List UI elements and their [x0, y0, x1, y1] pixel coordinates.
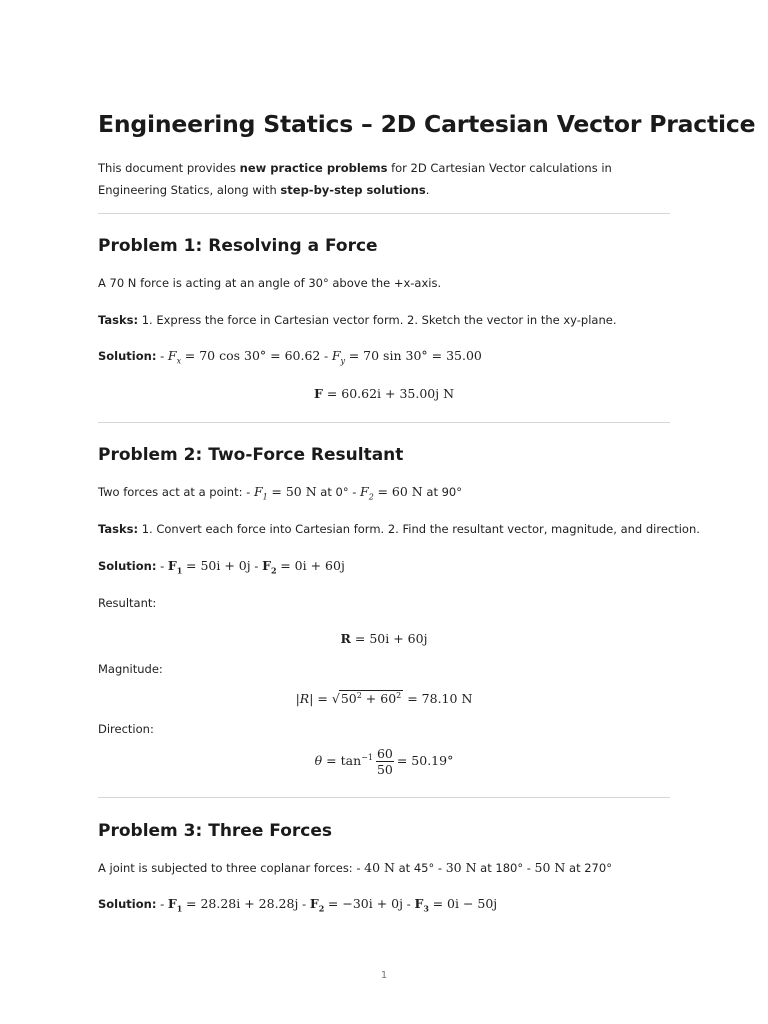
math-f2: $F_2$ [360, 484, 374, 502]
solution-label: Solution: [98, 897, 157, 911]
statement-text: at 45° - [394, 861, 446, 875]
math-vector-f1: $F_1$ [167, 558, 183, 576]
math-expression: = 70 cos 30° = 60.62 [184, 348, 321, 363]
problem-3-heading: Problem 3: Three Forces [98, 821, 332, 841]
math-expression: 40 N [364, 860, 395, 875]
tasks-text: 1. Convert each force into Cartesian form. 2. Find the resultant vector, magnitude, and direction. [138, 522, 700, 536]
math-sqrt: $50^2 + 60^2$ [340, 691, 402, 707]
math-vector-f2: $F_2$ [309, 896, 325, 914]
problem-2-heading: Problem 2: Two-Force Resultant [98, 445, 404, 465]
math-vector-f2: $F_2$ [262, 558, 277, 576]
statement-text: A joint is subjected to three coplanar forces: - [98, 861, 365, 875]
intro-bold-text: new practice problems [239, 161, 388, 175]
resultant-label: Resultant: [98, 596, 157, 610]
problem-3-statement [98, 857, 612, 879]
section-divider [98, 797, 670, 798]
tasks-label: Tasks: [98, 313, 139, 327]
magnitude-label: Magnitude: [98, 662, 163, 676]
math-theta: θ [314, 753, 323, 768]
problem-2-solution: Solution: - $F_1 = 50i + 0j - F_2 = 0i + 60j$ [98, 558, 345, 576]
page-title: Engineering Statics – 2D Cartesian Vector Practice [98, 110, 756, 138]
math-expression: = 50i + 0j [186, 558, 251, 573]
math-expression: = 70 sin 30° = 35.00 [348, 348, 482, 363]
solution-label: Solution: [98, 559, 157, 573]
problem-1-solution: Solution: - $F_x = 70$ $\cos 30^\circ = 60.62 - F_y = 70$ sin 30° = 35.00 [98, 348, 482, 366]
math-expression: = 78.10 N [407, 691, 473, 707]
statement-text: Two forces act at a point: - [98, 485, 254, 499]
math-expression: = 60.62i + 35.00j N [326, 386, 455, 401]
math-fy: $F_y$ [331, 348, 346, 366]
intro-text: . [425, 183, 430, 197]
resultant-equation [98, 631, 670, 646]
tasks-label: Tasks: [98, 522, 139, 536]
intro-paragraph [98, 157, 678, 201]
magnitude-equation: $|R| = √50^2 + 60^2 = 78.10$ N [295, 691, 473, 707]
intro-bold-text: step-by-step solutions [280, 183, 426, 197]
problem-1-statement: A 70 N force is acting at an angle of 30° above the +x-axis. [98, 276, 442, 290]
page-number: 1 [380, 970, 388, 981]
section-divider [98, 422, 670, 423]
problem-3-solution: Solution: - $F_1 = 28.28i + 28.28j - F_2 = -30i + 0j - F_3 = 0i - 50j$ [98, 896, 498, 914]
problem-1-result-equation [98, 386, 670, 401]
math-expression: = −30i + 0j [327, 896, 403, 911]
math-expression: = 28.28i + 28.28j [186, 896, 299, 911]
math-expression: = 0i + 60j [280, 558, 345, 573]
math-vector-f1: $F_1$ [167, 896, 183, 914]
math-expression: = 50.19° [396, 753, 454, 768]
math-expression: = 0i − 50j [432, 896, 498, 911]
math-fx: $F_x$ [167, 348, 182, 366]
intro-text: This document provides [98, 161, 240, 175]
math-vector-f: F [313, 386, 323, 401]
math-expression: = 50i + 60j [354, 631, 428, 646]
math-expression: = 60 N [377, 484, 423, 499]
math-fraction: $\frac{60}{50}$ [376, 746, 393, 777]
math-expression: = 50 N [271, 484, 317, 499]
direction-equation: $\theta = \tan^{-1}$ $\frac{60}{50}$ = 50.19° [314, 746, 454, 777]
math-vector-r: R [340, 631, 351, 646]
math-vector-f3: $F_3$ [414, 896, 429, 914]
statement-text: at 270° [565, 861, 612, 875]
problem-1-tasks [98, 309, 617, 331]
intro-text: for 2D Cartesian Vector calculations in Engineering Statics, along with [98, 161, 612, 197]
math-f1: $F_1$ [253, 484, 268, 502]
problem-2-statement [98, 481, 462, 509]
problem-1-heading: Problem 1: Resolving a Force [98, 236, 378, 256]
statement-text: at 0° - [316, 485, 361, 499]
section-divider [98, 213, 670, 214]
problem-2-tasks [98, 518, 700, 540]
statement-text: at 180° - [476, 861, 535, 875]
math-expression: 50 N [534, 860, 566, 875]
direction-label: Direction: [98, 722, 154, 736]
math-abs-r: |R| [295, 691, 314, 707]
solution-label: Solution: [98, 349, 157, 363]
math-expression: 30 N [445, 860, 477, 875]
tasks-text: 1. Express the force in Cartesian vector form. 2. Sketch the vector in the xy-plane. [138, 313, 617, 327]
statement-text: at 90° [422, 485, 463, 499]
